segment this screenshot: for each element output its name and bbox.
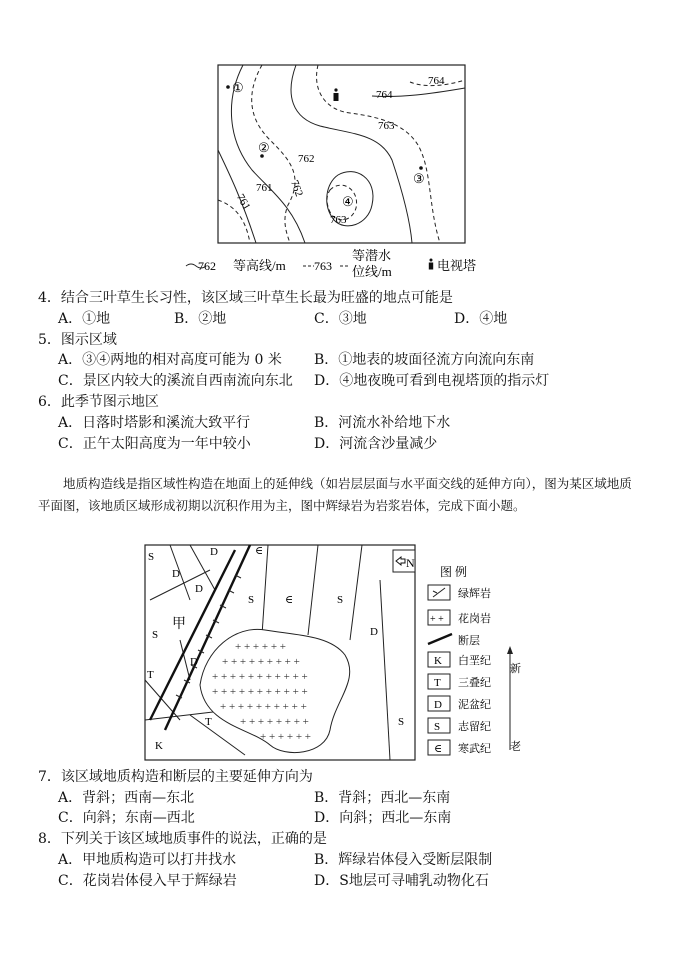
granite-pattern	[212, 641, 311, 743]
legend-label: 三叠纪	[458, 677, 491, 689]
svg-text:+ + + + + +: + + + + + +	[260, 731, 311, 743]
stratum-letter: K	[155, 740, 163, 752]
stratum-letter: S	[248, 594, 255, 606]
contour-label: 764	[376, 89, 393, 101]
legend-water-label-2: 位线/m	[352, 264, 392, 279]
q4-option-a[interactable]: A．①地	[58, 311, 111, 327]
legend-label: 泥盆纪	[458, 699, 491, 711]
legend-water-label-1: 等潜水	[352, 248, 392, 263]
stratum-letter: S	[398, 716, 405, 728]
stratum-letter: D	[210, 546, 218, 558]
question-8-stem: 8．下列关于该区域地质事件的说法，正确的是	[38, 831, 327, 847]
point-4: ④	[342, 194, 354, 209]
svg-text:+ + + + + + + + +: + + + + + + + + +	[222, 656, 300, 668]
contour-label: 761	[256, 182, 273, 194]
question-4-stem: 4．结合三叶草生长习性，该区域三叶草生长最为旺盛的地点可能是	[38, 290, 453, 306]
svg-text:+ + + + + +: + + + + + +	[235, 641, 286, 653]
legend-symbol: S	[434, 721, 441, 733]
q4-option-d[interactable]: D．④地	[454, 311, 508, 327]
q4-option-b[interactable]: B．②地	[174, 311, 227, 327]
legend-label: 绿辉岩	[458, 588, 491, 600]
point-2: ②	[258, 140, 270, 155]
contour-label: 762	[288, 178, 305, 199]
legend-strata	[428, 652, 491, 755]
point-1: ①	[232, 80, 244, 95]
point-dot	[226, 85, 230, 89]
q7-option-d[interactable]: D．向斜；西北—东南	[314, 810, 452, 826]
question-6-stem: 6．此季节图示地区	[38, 394, 159, 410]
q8-option-b[interactable]: B．辉绿岩体侵入受断层限制	[314, 852, 493, 868]
stratum-letter: D	[190, 656, 198, 668]
question-5-stem: 5．图示区域	[38, 332, 117, 348]
q8-option-a[interactable]: A．甲地质构造可以打井找水	[58, 852, 237, 868]
q4-option-c[interactable]: C．③地	[314, 311, 367, 327]
legend-contour-value: 762	[198, 259, 216, 273]
q6-option-d[interactable]: D．河流含沙量减少	[314, 436, 438, 452]
stratum-boundary	[350, 545, 362, 640]
legend-label: 白垩纪	[458, 655, 491, 667]
contour-label: 761	[233, 192, 253, 213]
age-old-label: 老	[510, 741, 521, 753]
tv-tower-icon	[334, 88, 339, 101]
stratum-letter: ∈	[285, 594, 294, 606]
q6-option-b[interactable]: B．河流水补给地下水	[314, 415, 451, 431]
stratum-letter: S	[148, 551, 155, 563]
stratum-boundary	[380, 580, 390, 760]
stratum-letter: S	[152, 629, 159, 641]
intro-paragraph: 地质构造线是指区域性构造在地面上的延伸线（如岩层层面与水平面交线的延伸方向），图为某区域地质平面图，该地质区域形成初期以沉积作用为主，图中辉绿岩为岩浆岩体，完成下面小题。	[38, 476, 632, 513]
north-label: N	[406, 556, 415, 570]
q7-option-a[interactable]: A．背斜；西南—东北	[58, 790, 195, 806]
q5-option-a[interactable]: A．③④两地的相对高度可能为 0 米	[58, 352, 282, 368]
stratum-letter: D	[370, 626, 378, 638]
legend-contour-label: 等高线/m	[233, 258, 286, 273]
legend-symbol: D	[434, 699, 442, 711]
stratum-letter: T	[147, 669, 154, 681]
jia-label: 甲	[172, 617, 186, 632]
point-dot	[419, 166, 423, 170]
stratum-letter: D	[195, 583, 203, 595]
legend-symbol: K	[434, 655, 442, 667]
legend-symbol: ∈	[434, 743, 443, 755]
contour-label: 763	[378, 120, 395, 132]
contour-label: 763	[330, 214, 347, 226]
stratum-boundary	[145, 680, 180, 720]
stratum-letter: T	[205, 716, 212, 728]
legend-label: 花岗岩	[458, 613, 491, 625]
contour-label: 764	[428, 75, 445, 87]
q5-option-b[interactable]: B．①地表的坡面径流方向流向东南	[314, 352, 535, 368]
stratum-boundary	[180, 640, 190, 680]
legend-label: 断层	[458, 635, 480, 647]
q5-option-d[interactable]: D．④地夜晚可看到电视塔顶的指示灯	[314, 373, 550, 389]
legend-label: 寒武纪	[458, 743, 491, 755]
legend-diabase	[428, 585, 450, 600]
stratum-letter: ∈	[255, 545, 264, 557]
contour-label: 762	[298, 153, 315, 165]
point-3: ③	[413, 171, 425, 186]
tv-tower-legend-icon	[429, 259, 433, 270]
contour-figure	[0, 0, 688, 290]
geology-figure	[0, 540, 688, 765]
legend-label: 志留纪	[458, 721, 491, 733]
q7-option-b[interactable]: B．背斜；西北—东南	[314, 790, 451, 806]
legend-symbol: T	[434, 677, 441, 689]
stratum-boundary	[308, 545, 318, 635]
q8-option-d[interactable]: D．S地层可寻哺乳动物化石	[314, 873, 489, 889]
question-7-stem: 7．该区域地质构造和断层的主要延伸方向为	[38, 769, 313, 785]
svg-text:+ + + + + + + + + + +: + + + + + + + + + + +	[212, 686, 308, 698]
age-arrow-head	[507, 646, 513, 654]
q5-option-c[interactable]: C．景区内较大的溪流自西南流向东北	[58, 373, 293, 389]
stratum-boundary	[262, 545, 268, 635]
q6-option-c[interactable]: C．正午太阳高度为一年中较小	[58, 436, 251, 452]
legend-title: 图 例	[440, 565, 468, 579]
svg-text:+ + + + + + + + + +: + + + + + + + + + +	[220, 701, 307, 713]
legend-granite	[428, 610, 450, 625]
q6-option-a[interactable]: A．日落时塔影和溪流大致平行	[58, 415, 251, 431]
q8-option-c[interactable]: C．花岗岩体侵入早于辉绿岩	[58, 873, 237, 889]
age-new-label: 新	[510, 663, 521, 675]
stratum-letter: D	[172, 568, 180, 580]
stratum-letter: S	[337, 594, 344, 606]
legend-tower-label: 电视塔	[437, 258, 477, 273]
legend-granite-symbol: + +	[430, 614, 444, 625]
q7-option-c[interactable]: C．向斜；东南—西北	[58, 810, 195, 826]
svg-text:+ + + + + + + +: + + + + + + + +	[240, 716, 309, 728]
svg-text:+ + + + + + + + + + +: + + + + + + + + + + +	[212, 671, 308, 683]
legend-water-value: 763	[314, 259, 332, 273]
legend-fault	[428, 634, 452, 644]
